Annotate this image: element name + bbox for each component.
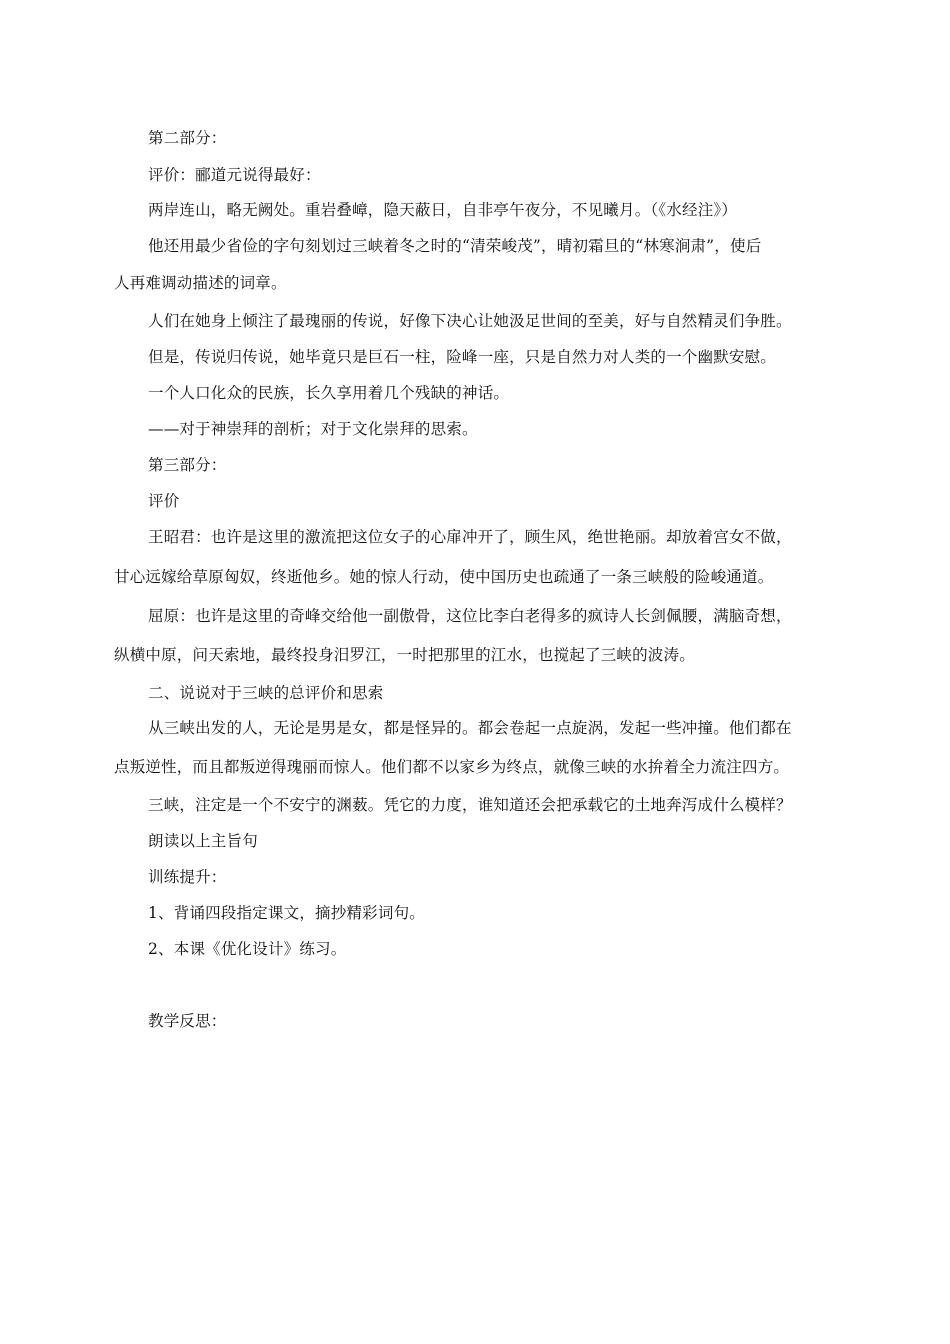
paragraph-line: ——对于神崇拜的剖析；对于文化崇拜的思索。 (148, 420, 478, 438)
section-heading-practice: 训练提升： (148, 868, 227, 886)
paragraph-line: 屈原：也许是这里的奇峰交给他一副傲骨，这位比李白老得多的疯诗人长剑佩腰，满脑奇想， (148, 607, 792, 625)
section-heading-summary: 二、说说对于三峡的总评价和思索 (148, 684, 384, 702)
paragraph-line: 但是，传说归传说，她毕竟只是巨石一柱，险峰一座，只是自然力对人类的一个幽默安慰。 (148, 348, 777, 366)
paragraph-line: 人再难调动描述的词章。 (114, 274, 287, 292)
paragraph-line: 人们在她身上倾注了最瑰丽的传说，好像下决心让她汲足世间的至美，好与自然精灵们争胜。 (148, 312, 792, 330)
paragraph-line: 三峡，注定是一个不安宁的渊薮。凭它的力度，谁知道还会把承载它的土地奔泻成什么模样？ (148, 796, 792, 814)
quote-line: 两岸连山，略无阙处。重岩叠嶂，隐天蔽日，自非亭午夜分，不见曦月。（《水经注》） (148, 201, 738, 219)
practice-item: 1、背诵四段指定课文，摘抄精彩词句。 (148, 904, 425, 922)
reading-instruction: 朗读以上主旨句 (148, 832, 258, 850)
paragraph-line: 一个人口化众的民族，长久享用着几个残缺的神话。 (148, 384, 510, 402)
evaluation-line: 评价：郦道元说得最好： (148, 166, 321, 184)
section-heading-part-three: 第三部分： (148, 456, 227, 474)
paragraph-line: 甘心远嫁给草原匈奴，终逝他乡。她的惊人行动，使中国历史也疏通了一条三峡般的险峻通道。 (114, 568, 774, 586)
evaluation-label: 评价 (148, 492, 180, 510)
paragraph-line: 他还用最少省俭的字句刻划过三峡着冬之时的“清荣峻茂”，晴初霜旦的“林寒涧肃”，使后 (148, 237, 762, 255)
section-heading-part-two: 第二部分： (148, 129, 227, 147)
practice-item: 2、本课《优化设计》练习。 (148, 940, 347, 958)
paragraph-line: 王昭君：也许是这里的激流把这位女子的心扉冲开了，顾生风，绝世艳丽。却放着宫女不做， (148, 528, 792, 546)
paragraph-line: 从三峡出发的人，无论是男是女，都是怪异的。都会卷起一点旋涡，发起一些冲撞。他们都在 (148, 719, 792, 737)
section-heading-reflection: 教学反思： (148, 1012, 227, 1030)
paragraph-line: 纵横中原，问天索地，最终投身汨罗江，一时把那里的江水，也搅起了三峡的波涛。 (114, 646, 695, 664)
paragraph-line: 点叛逆性，而且都叛逆得瑰丽而惊人。他们都不以家乡为终点，就像三峡的水拚着全力流注四方。 (114, 758, 790, 776)
